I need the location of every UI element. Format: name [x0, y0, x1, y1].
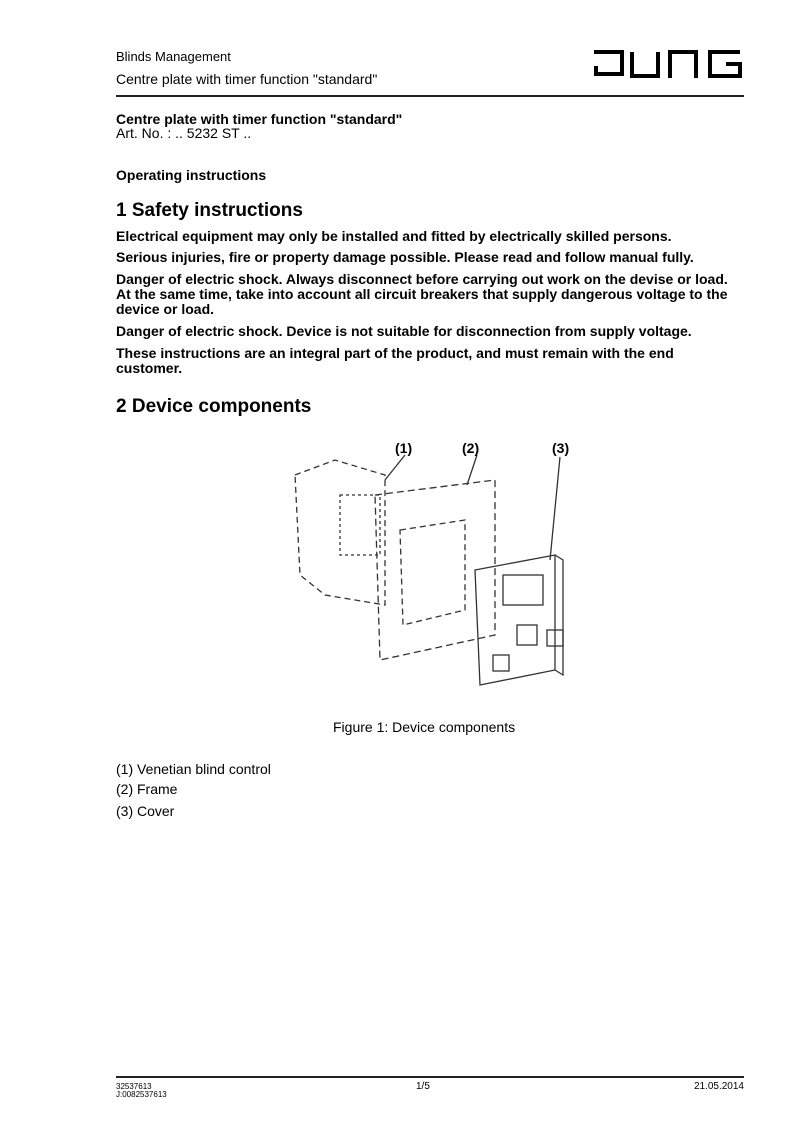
figure-caption: Figure 1: Device components — [333, 719, 516, 735]
footer-doc-number: 32537613 — [116, 1082, 152, 1091]
component-item: (1) Venetian blind control — [116, 761, 271, 777]
header-category: Blinds Management — [116, 49, 231, 64]
figure-label-1: (1) — [395, 440, 413, 456]
page-number: 1/5 — [416, 1081, 430, 1092]
component-item: (3) Cover — [116, 803, 175, 819]
component-item: (2) Frame — [116, 781, 178, 797]
section-heading-components: 2 Device components — [116, 396, 312, 417]
figure-label-3: (3) — [552, 440, 570, 456]
section-heading-safety: 1 Safety instructions — [116, 200, 303, 221]
footer-rule — [116, 1076, 744, 1078]
figure-label-2: (2) — [462, 440, 480, 456]
safety-paragraph: Serious injuries, fire or property damage possible. Please read and follow manual fully. — [116, 249, 694, 265]
safety-paragraph: Electrical equipment may only be installed and fitted by electrically skilled persons. — [116, 228, 672, 244]
device-components-figure — [255, 435, 595, 713]
exploded-device-drawing — [255, 435, 595, 713]
safety-paragraph: Danger of electric shock. Always disconnect before carrying out work on the devise or load. At the same time, take into account all circuit breakers that supply dangerous voltage to the device or load. — [116, 271, 728, 317]
doc-type: Operating instructions — [116, 167, 267, 183]
footer-doc-ref: J:0082537613 — [116, 1090, 167, 1099]
safety-paragraph: Danger of electric shock. Device is not suitable for disconnection from supply voltage. — [116, 323, 692, 339]
footer-date: 21.05.2014 — [693, 1081, 744, 1092]
header-subtitle: Centre plate with timer function "standard" — [116, 71, 378, 87]
safety-paragraph: These instructions are an integral part of the product, and must remain with the end customer. — [116, 345, 674, 376]
product-title: Centre plate with timer function "standard" — [116, 111, 403, 127]
article-number: Art. No. : .. 5232 ST .. — [116, 125, 252, 141]
header-rule — [116, 95, 744, 97]
jung-logo — [592, 48, 744, 80]
